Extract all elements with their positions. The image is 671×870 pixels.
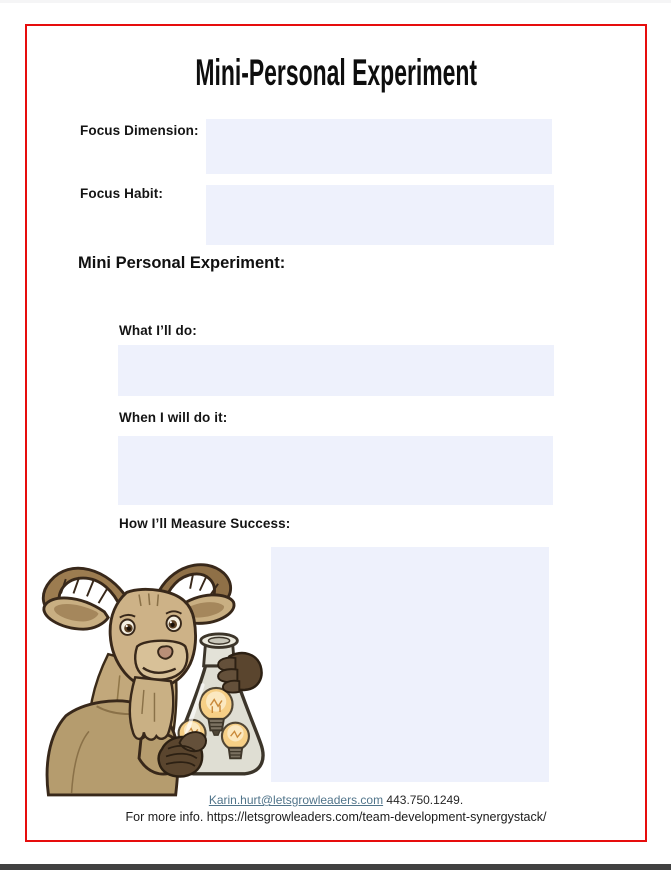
page-title-wrap xyxy=(25,52,647,94)
focus-habit-input[interactable] xyxy=(206,185,554,245)
footer-contact-line xyxy=(25,793,647,807)
footer-info-line: For more info. https://letsgrowleaders.com/team-development-synergystack/ xyxy=(125,810,547,824)
goat-head xyxy=(110,589,195,685)
page-top-edge xyxy=(0,0,671,3)
what-ill-do-label: What I’ll do: xyxy=(119,323,197,338)
goat-scientist-illustration xyxy=(33,550,274,797)
focus-dimension-input[interactable] xyxy=(206,119,552,174)
goat-beard xyxy=(130,677,173,739)
phone-number: 443.750.1249. xyxy=(383,793,464,807)
focus-dimension-label: Focus Dimension: xyxy=(80,123,199,138)
how-measure-success-input[interactable] xyxy=(271,547,549,782)
what-ill-do-input[interactable] xyxy=(118,345,554,396)
when-will-do-input[interactable] xyxy=(118,436,553,505)
focus-habit-label: Focus Habit: xyxy=(80,186,163,201)
section-heading: Mini Personal Experiment: xyxy=(78,254,286,272)
how-measure-success-label: How I’ll Measure Success: xyxy=(119,516,291,531)
when-will-do-label: When I will do it: xyxy=(119,410,228,425)
page-bottom-separator xyxy=(0,864,671,870)
page-title: Mini-Personal Experiment xyxy=(195,52,477,93)
email-link[interactable]: Karin.hurt@letsgrowleaders.com xyxy=(208,793,384,807)
